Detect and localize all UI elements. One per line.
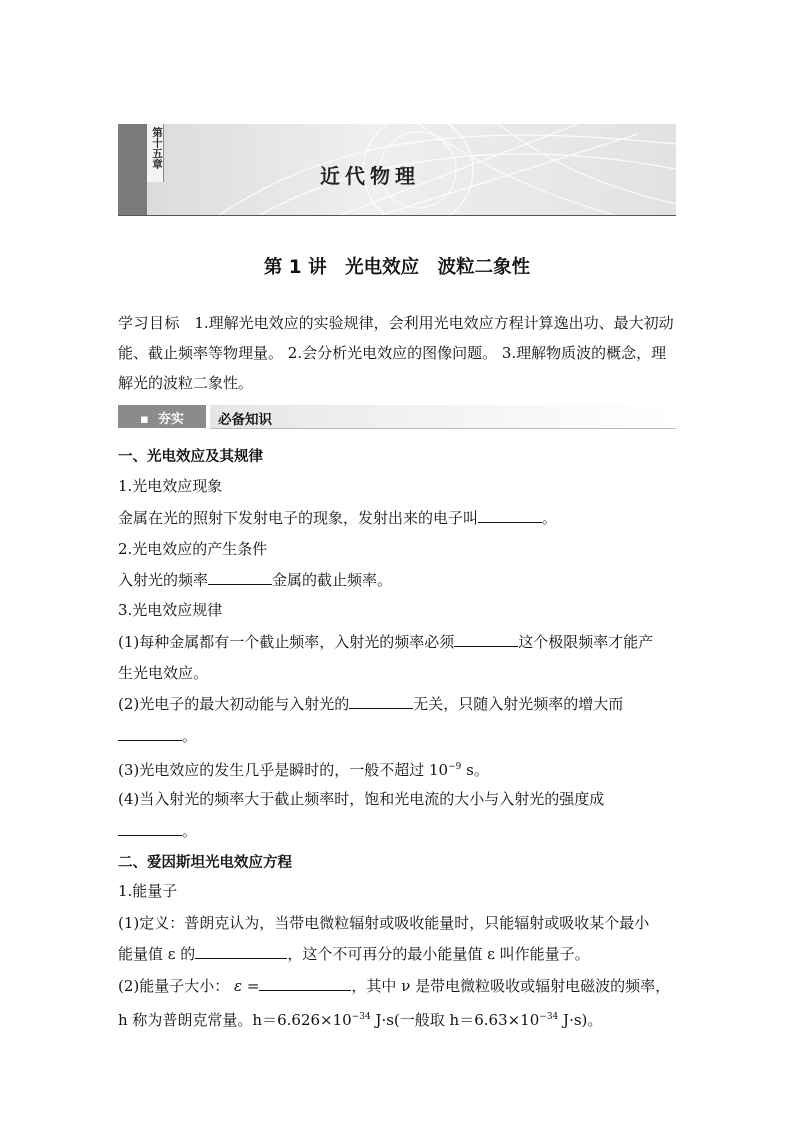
rule-4-line-1: (4)当入射光的频率大于截止频率时，饱和光电流的大小与入射光的强度成 <box>118 790 605 808</box>
s2-end: 金属的截止频率。 <box>272 571 393 589</box>
rule-1-line-1 <box>118 628 678 656</box>
answer-blank[interactable] <box>118 820 182 836</box>
chapter-label: 第十五章 <box>151 127 163 169</box>
r3-text: (3)光电效应的发生几乎是瞬时的，一般不超过 10 <box>118 761 449 779</box>
s1-title: 1.光电效应现象 <box>118 477 223 495</box>
part-title: 近代物理 <box>320 164 420 188</box>
learning-goals <box>118 308 678 398</box>
planck-text-b: J·s(一般取 h＝6.63×10 <box>370 1011 540 1029</box>
d1-text: 能量值 ε 的 <box>118 945 196 963</box>
rule-1-line-2: 生光电效应。 <box>118 664 209 682</box>
answer-blank[interactable] <box>195 943 287 959</box>
d2-text-b: ，其中 ν 是带电微粒吸收或辐射电磁波的频率， <box>351 977 671 995</box>
planck-exponent: −34 <box>351 1012 371 1022</box>
rule-2-line-2 <box>118 722 678 750</box>
s2-title: 2.光电效应的产生条件 <box>118 540 268 558</box>
planck-exponent-b: −34 <box>539 1012 559 1022</box>
r1-text: (1)每种金属都有一个截止频率，入射光的频率必须 <box>118 633 455 651</box>
d2-text: (2)能量子大小： <box>118 977 230 995</box>
quantum-title: 1.能量子 <box>118 882 178 900</box>
answer-blank[interactable] <box>454 631 518 647</box>
s1-end: 。 <box>542 509 558 527</box>
goals-label: 学习目标 <box>118 314 181 332</box>
r3-exponent: −9 <box>448 762 462 772</box>
lecture-title: 第 1 讲 光电效应 波粒二象性 <box>263 257 531 278</box>
section-title-bg <box>210 405 676 429</box>
quantum-size-line-1 <box>118 972 678 1000</box>
r3-unit: s。 <box>461 761 489 779</box>
r1-text-b: 这个极限频率才能产 <box>518 633 654 651</box>
r4-end: 。 <box>182 822 198 840</box>
rule-4-line-2 <box>118 817 678 845</box>
r2-end: 。 <box>182 727 198 745</box>
chapter-tab <box>118 124 147 216</box>
definition-line-1: (1)定义：普朗克认为，当带电微粒辐射或吸收能量时，只能辐射或吸收某个最小 <box>118 914 650 932</box>
goals-text: 1.理解光电效应的实验规律，会利用光电效应方程计算逸出功、最大初动能、截止频率等物理量。 2.会分析光电效应的图像问题。 3.理解物质波的概念，理解光的波粒二象性。 <box>118 314 674 392</box>
s2-line <box>118 566 678 594</box>
answer-blank[interactable] <box>208 569 272 585</box>
s2-text: 入射光的频率 <box>118 571 209 589</box>
s1-text: 金属在光的照射下发射电子的现象，发射出来的电子叫 <box>118 509 479 527</box>
rule-2-line-1 <box>118 690 678 718</box>
epsilon-formula: ε = <box>234 977 260 995</box>
answer-blank[interactable] <box>349 693 413 709</box>
rule-3 <box>118 753 678 784</box>
section-tag: ▪ 夯实 <box>140 412 184 427</box>
planck-text: h 称为普朗克常量。h＝6.626×10 <box>118 1011 352 1029</box>
answer-blank[interactable] <box>118 725 182 741</box>
planck-end: J·s)。 <box>558 1011 603 1029</box>
section-title: 必备知识 <box>218 412 272 428</box>
heading-two: 二、爱因斯坦光电效应方程 <box>118 855 292 871</box>
r2-text: (2)光电子的最大初动能与入射光的 <box>118 695 350 713</box>
s1-line <box>118 504 678 532</box>
s3-title: 3.光电效应规律 <box>118 601 223 619</box>
section-bar <box>118 405 676 428</box>
d1-text-c: ，这个不可再分的最小能量值 ε 叫作能量子。 <box>287 945 590 963</box>
banner-rule <box>118 215 676 216</box>
answer-blank[interactable] <box>259 975 351 991</box>
r2-text-b: 无关，只随入射光频率的增大而 <box>413 695 624 713</box>
definition-line-2 <box>118 940 678 968</box>
heading-one: 一、光电效应及其规律 <box>118 449 263 465</box>
answer-blank[interactable] <box>478 507 542 523</box>
quantum-size-line-2 <box>118 1003 678 1034</box>
